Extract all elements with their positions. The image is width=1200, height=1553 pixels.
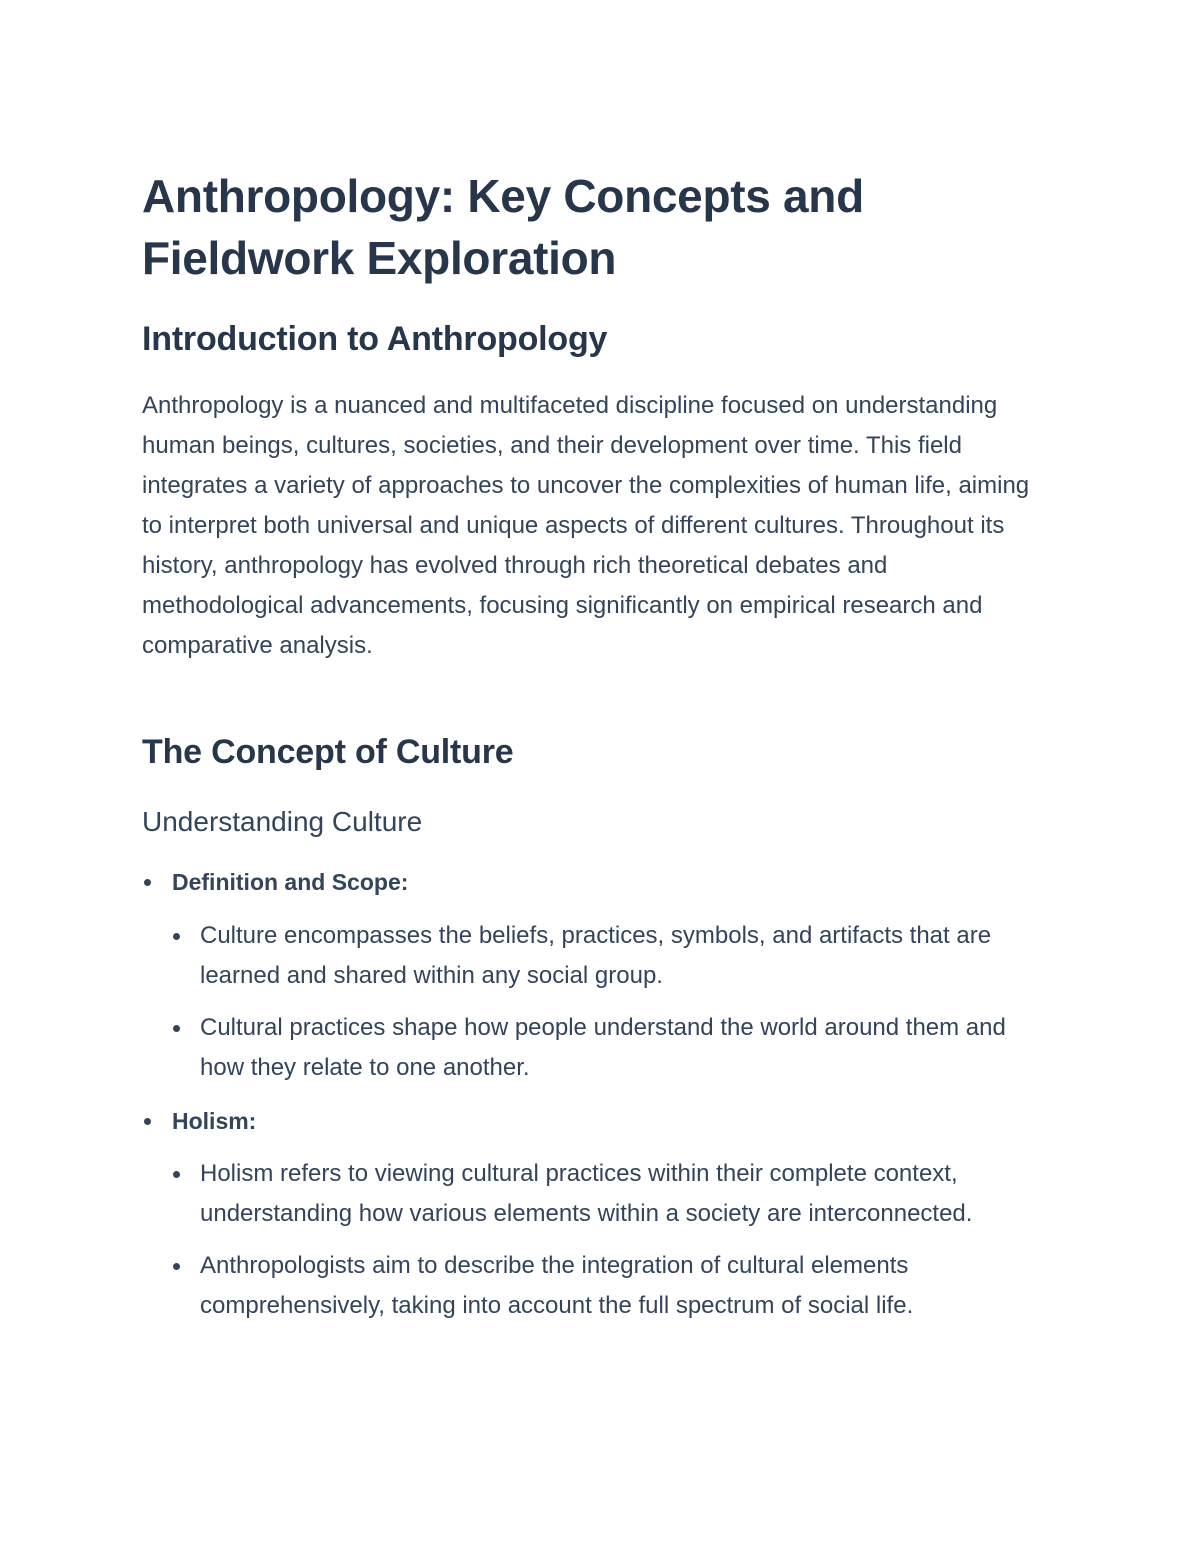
list-item (142, 1246, 1040, 1326)
bullet-label: Definition and Scope: (172, 869, 409, 895)
bullet-group-holism (142, 1101, 1042, 1326)
list-item (142, 1008, 1040, 1088)
bullet-text: Holism refers to viewing cultural practices within their complete context, understanding how various elements within a society are interconnected. (200, 1160, 973, 1227)
bullet-icon (173, 933, 180, 940)
bullet-icon (173, 1025, 180, 1032)
document-title: Anthropology: Key Concepts and Fieldwork Exploration (142, 170, 864, 284)
bullet-icon (173, 1171, 180, 1178)
list-item (142, 1101, 1042, 1141)
section-heading-introduction: Introduction to Anthropology (142, 320, 608, 358)
bullet-text: Culture encompasses the beliefs, practices, symbols, and artifacts that are learned and shared within any social group. (200, 922, 992, 989)
list-item (142, 1154, 1040, 1234)
bullet-icon (144, 879, 151, 886)
bullet-text: Cultural practices shape how people understand the world around them and how they relate to one another. (200, 1014, 1006, 1081)
list-item (142, 916, 1040, 996)
section-heading-culture: The Concept of Culture (142, 733, 514, 771)
bullet-icon (144, 1118, 151, 1125)
bullet-icon (173, 1263, 180, 1270)
subheading-understanding-culture: Understanding Culture (142, 806, 423, 837)
bullet-text: Anthropologists aim to describe the integration of cultural elements comprehensively, taking into account the full spectrum of social life. (200, 1252, 914, 1319)
bullet-group-definition (142, 862, 1042, 1088)
list-item (142, 862, 1042, 902)
introduction-paragraph: Anthropology is a nuanced and multifaceted discipline focused on understanding human beings, cultures, societies, and their development over time. This field integrates a variety of approaches to uncover the complexities of human life, aiming to interpret both universal and unique aspects of different cultures. Throughout its history, anthropology has evolved through rich theoretical debates and methodological advancements, focusing significantly on empirical research and comparative analysis. (142, 392, 1030, 659)
bullet-label: Holism: (172, 1108, 257, 1134)
